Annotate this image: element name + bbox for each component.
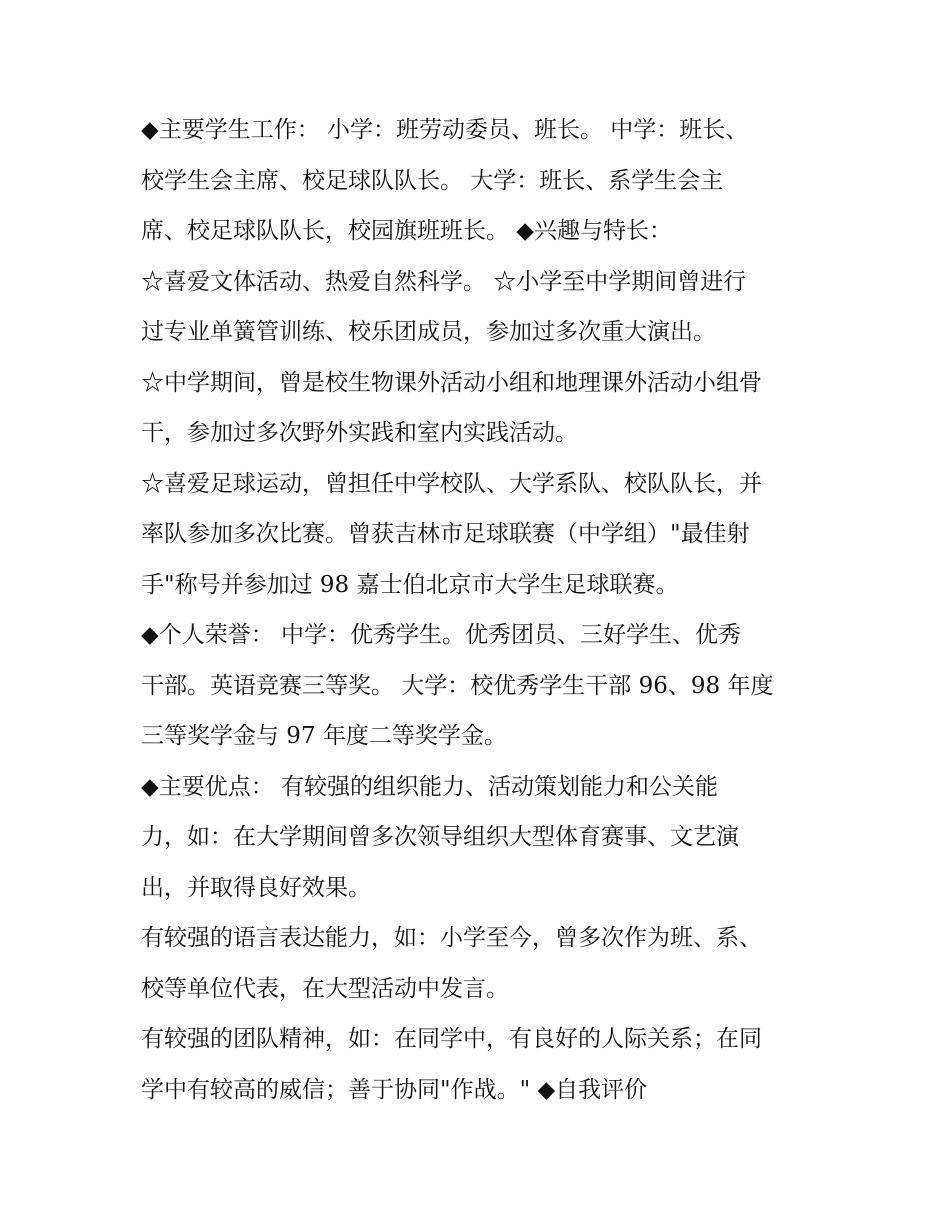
text-line: 出，并取得良好效果。 (141, 875, 371, 901)
text-line: 校学生会主席、校足球队队长。 大学：班长、系学生会主 (141, 168, 724, 194)
text-line: 有较强的语言表达能力，如：小学至今，曾多次作为班、系、 (141, 925, 762, 951)
text-line: ☆中学期间，曾是校生物课外活动小组和地理课外活动小组骨 (141, 370, 762, 396)
text-line: ◆主要优点： 有较强的组织能力、活动策划能力和公关能 (141, 774, 718, 800)
text-line: ☆喜爱文体活动、热爱自然科学。 ☆小学至中学期间曾进行 (141, 269, 747, 295)
text-line: 手"称号并参加过 98 嘉士伯北京市大学生足球联赛。 (141, 572, 679, 598)
text-line: 学中有较高的威信；善于协同"作战。" ◆自我评价 (141, 1077, 648, 1103)
text-line: 率队参加多次比赛。曾获吉林市足球联赛（中学组）"最佳射 (141, 521, 750, 547)
text-line: ◆个人荣誉： 中学：优秀学生。优秀团员、三好学生、优秀 (141, 622, 741, 648)
text-line: 三等奖学金与 97 年度二等奖学金。 (141, 723, 507, 749)
text-line: ☆喜爱足球运动，曾担任中学校队、大学系队、校队队长，并 (141, 471, 762, 497)
text-line: 过专业单簧管训练、校乐团成员，参加过多次重大演出。 (141, 319, 716, 345)
text-line: 席、校足球队队长，校园旗班班长。 ◆兴趣与特长： (141, 218, 672, 244)
text-line: 干部。英语竞赛三等奖。 大学：校优秀学生干部 96、98 年度 (141, 673, 774, 699)
text-line: 力，如：在大学期间曾多次领导组织大型体育赛事、文艺演 (141, 824, 739, 850)
text-line: 校等单位代表，在大型活动中发言。 (141, 976, 509, 1002)
text-line: 有较强的团队精神，如：在同学中，有良好的人际关系；在同 (141, 1026, 762, 1052)
text-line: 干，参加过多次野外实践和室内实践活动。 (141, 420, 578, 446)
text-line: ◆主要学生工作： 小学：班劳动委员、班长。 中学：班长、 (141, 117, 749, 143)
